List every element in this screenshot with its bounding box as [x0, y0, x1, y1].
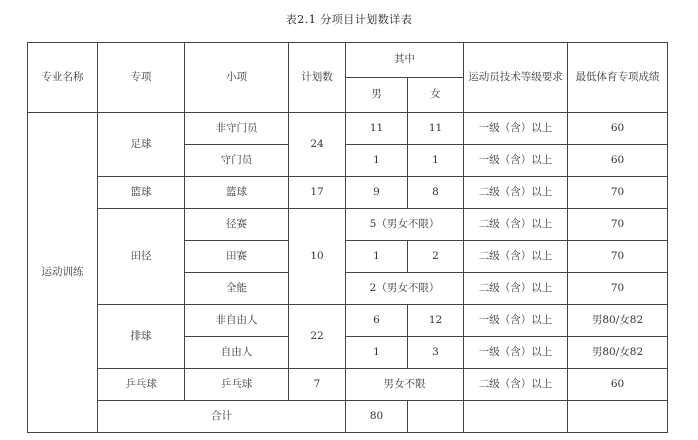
grade-cell: 二级（含）以上 [464, 177, 568, 209]
gender-note-cell: 男女不限 [346, 369, 464, 401]
female-cell: 12 [408, 305, 464, 337]
score-cell: 60 [568, 145, 668, 177]
table-row [28, 113, 668, 145]
sport-cell-volleyball: 排球 [98, 305, 185, 369]
total-plan: 80 [346, 401, 408, 433]
table-row [28, 177, 668, 209]
subitem-cell: 非自由人 [185, 305, 289, 337]
female-cell: 11 [408, 113, 464, 145]
female-cell: 2 [408, 241, 464, 273]
gender-note-cell: 5（男女不限） [346, 209, 464, 241]
header-sport: 专项 [98, 43, 185, 113]
subitem-cell: 全能 [185, 273, 289, 305]
plan-cell-tabletennis: 7 [289, 369, 346, 401]
score-cell: 男80/女82 [568, 337, 668, 369]
subitem-cell: 守门员 [185, 145, 289, 177]
total-male-empty [408, 401, 464, 433]
header-min-score: 最低体育专项成绩 [568, 43, 668, 113]
sport-cell-football: 足球 [98, 113, 185, 177]
score-cell: 男80/女82 [568, 305, 668, 337]
table-caption: 表2.1 分项目计划数详表 [285, 13, 413, 26]
header-major: 专业名称 [28, 43, 98, 113]
grade-cell: 一级（含）以上 [464, 145, 568, 177]
subitem-cell: 田赛 [185, 241, 289, 273]
total-grade-empty [568, 401, 668, 433]
score-cell: 60 [568, 113, 668, 145]
header-plan: 计划数 [289, 43, 346, 113]
gender-note-cell: 2（男女不限） [346, 273, 464, 305]
total-female-empty [464, 401, 568, 433]
score-cell: 70 [568, 241, 668, 273]
male-cell: 11 [346, 113, 408, 145]
plan-cell-basketball: 17 [289, 177, 346, 209]
header-male: 男 [346, 78, 408, 113]
header-female: 女 [408, 78, 464, 113]
major-cell: 运动训练 [28, 113, 98, 433]
score-cell: 70 [568, 273, 668, 305]
total-label: 合计 [98, 401, 346, 433]
table-row [28, 209, 668, 241]
score-cell: 60 [568, 369, 668, 401]
header-row [28, 43, 668, 78]
table-row [28, 305, 668, 337]
grade-cell: 一级（含）以上 [464, 113, 568, 145]
female-cell: 8 [408, 177, 464, 209]
grade-cell: 二级（含）以上 [464, 209, 568, 241]
plan-cell-athletics: 10 [289, 209, 346, 305]
plan-cell-football: 24 [289, 113, 346, 177]
grade-cell: 一级（含）以上 [464, 337, 568, 369]
subitem-cell: 径赛 [185, 209, 289, 241]
female-cell: 1 [408, 145, 464, 177]
total-row [28, 401, 668, 433]
plan-table [27, 42, 668, 433]
grade-cell: 二级（含）以上 [464, 273, 568, 305]
male-cell: 6 [346, 305, 408, 337]
table-row [28, 369, 668, 401]
grade-cell: 二级（含）以上 [464, 241, 568, 273]
header-among: 其中 [346, 43, 464, 78]
score-cell: 70 [568, 177, 668, 209]
subitem-cell: 自由人 [185, 337, 289, 369]
sport-cell-athletics: 田径 [98, 209, 185, 305]
subitem-cell: 非守门员 [185, 113, 289, 145]
male-cell: 1 [346, 241, 408, 273]
grade-cell: 二级（含）以上 [464, 369, 568, 401]
male-cell: 1 [346, 337, 408, 369]
header-subitem: 小项 [185, 43, 289, 113]
sport-cell-basketball: 篮球 [98, 177, 185, 209]
male-cell: 1 [346, 145, 408, 177]
male-cell: 9 [346, 177, 408, 209]
score-cell: 70 [568, 209, 668, 241]
female-cell: 3 [408, 337, 464, 369]
subitem-cell: 乒乓球 [185, 369, 289, 401]
grade-cell: 一级（含）以上 [464, 305, 568, 337]
sport-cell-tabletennis: 乒乓球 [98, 369, 185, 401]
header-grade-requirement: 运动员技术等级要求 [464, 43, 568, 113]
subitem-cell: 篮球 [185, 177, 289, 209]
plan-cell-volleyball: 22 [289, 305, 346, 369]
